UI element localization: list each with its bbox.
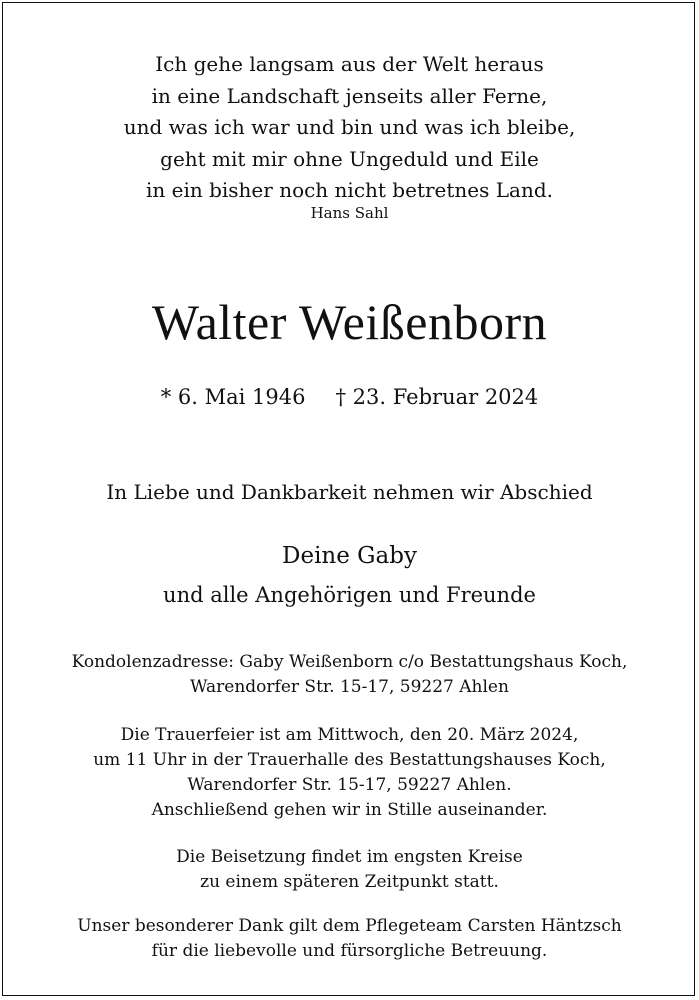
thanks-note [0, 914, 699, 964]
thanks-line: Unser besonderer Dank gilt dem Pflegeteam Carsten Häntzsch [77, 916, 622, 936]
poem-author: Hans Sahl [310, 204, 389, 222]
service-line: um 11 Uhr in der Trauerhalle des Bestattungshauses Koch, [93, 750, 606, 770]
primary-signer: Deine Gaby [282, 543, 417, 569]
poem-line: in eine Landschaft jenseits aller Ferne, [151, 83, 548, 108]
poem-line: und was ich war und bin und was ich bleibe, [123, 115, 576, 139]
burial-info [0, 845, 699, 895]
service-line: Warendorfer Str. 15-17, 59227 Ahlen. [187, 775, 512, 795]
deceased-name: Walter Weißenborn [151, 294, 548, 350]
other-signers: und alle Angehörigen und Freunde [163, 583, 536, 607]
farewell-text: In Liebe und Dankbarkeit nehmen wir Abschied [106, 480, 593, 504]
death-date: † 23. Februar 2024 [335, 385, 539, 409]
condolence-address [0, 650, 699, 700]
service-line: Anschließend gehen wir in Stille auseinander. [151, 800, 548, 820]
service-line: Die Trauerfeier ist am Mittwoch, den 20. März 2024, [120, 725, 579, 745]
life-dates [0, 382, 699, 412]
poem-line: in ein bisher noch nicht betretnes Land. [145, 178, 553, 202]
poem-line: Ich gehe langsam aus der Welt heraus [155, 52, 544, 76]
condolence-line: Kondolenzadresse: Gaby Weißenborn c/o Bestattungshaus Koch, [71, 652, 628, 672]
poem-line: geht mit mir ohne Ungeduld und Eile [160, 146, 539, 171]
burial-line: Die Beisetzung findet im engsten Kreise [176, 847, 523, 867]
thanks-line: für die liebevolle und fürsorgliche Betreuung. [151, 941, 548, 961]
condolence-line: Warendorfer Str. 15-17, 59227 Ahlen [190, 677, 509, 697]
birth-date: * 6. Mai 1946 [160, 385, 306, 409]
burial-line: zu einem späteren Zeitpunkt statt. [200, 872, 499, 892]
funeral-service-info [0, 723, 699, 823]
poem [0, 49, 699, 207]
